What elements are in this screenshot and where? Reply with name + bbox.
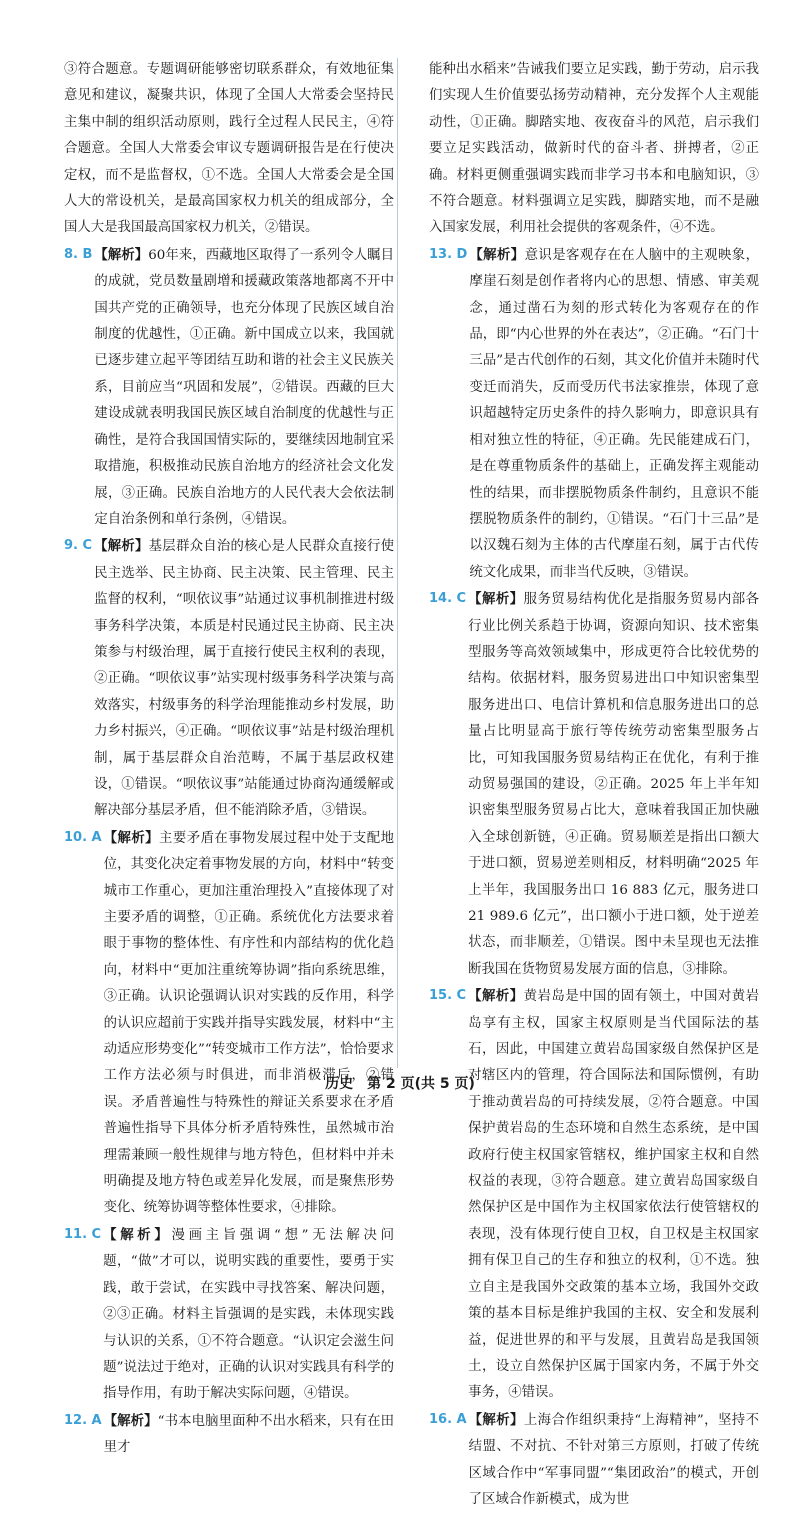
answer-16-text: 上海合作组织秉持“上海精神”，坚持不结盟、不对抗、不针对第三方原则，打破了传统区域合作中“军事同盟”“集团政治”的模式，开创了区域合作新模式，成为世	[468, 1412, 759, 1507]
analysis-tag: 【解析】	[468, 988, 524, 1005]
answer-10-body	[104, 825, 394, 1222]
analysis-tag: 【解析】	[94, 538, 149, 555]
question-number-8: 8. B	[64, 246, 93, 262]
answer-12-continuation: 能种出水稻来”告诫我们要立足实践，勤于劳动，启示我们实现人生价值要弘扬劳动精神，充分发挥个人主观能动性，①正确。脚踏实地、夜夜奋斗的风范，启示我们要立足实践活动，做新时代的奋斗者、拼搏者，②正确。材料更侧重强调实践而非学习书本和电脑知识，③不符合题意。材料强调立足实践，脚踏实地，而不是融入国家发展，利用社会提供的客观条件，④不选。	[429, 62, 759, 236]
analysis-tag: 【解析】	[468, 591, 524, 608]
answer-15-body	[468, 983, 759, 1407]
answer-9	[64, 533, 394, 824]
answer-8	[64, 242, 394, 533]
answer-8-text: 60年来，西藏地区取得了一系列令人瞩目的成就，党员数量剧增和援藏政策落地都离不开中国共产党的正确领导，也充分体现了民族区域自治制度的优越性，①正确。新中国成立以来，我国就已逐步建立起平等团结互助和谐的社会主义民族关系，目前应当“巩固和发展”，②错误。西藏的巨大建设成就表明我国民族区域自治制度的优越性与正确性，是符合我国国情实际的，要继续因地制宜采取措施，积极推动民族自治地方的经济社会文化发展，③正确。民族自治地方的人民代表大会依法制定自治条例和单行条例，④错误。	[94, 247, 395, 527]
analysis-tag: 【解析】	[103, 829, 160, 846]
answer-13-body	[469, 242, 759, 586]
analysis-tag: 【解析】	[103, 1226, 172, 1243]
analysis-tag: 【解析】	[469, 246, 525, 263]
answer-10	[64, 825, 394, 1222]
answer-11-body	[103, 1222, 394, 1408]
page-footer: 历史 第 2 页(共 5 页)	[325, 1076, 475, 1092]
left-column	[64, 57, 394, 1462]
analysis-tag: 【解析】	[468, 1411, 524, 1428]
question-number-10: 10. A	[64, 829, 102, 845]
answer-12-body	[104, 1408, 394, 1462]
answer-10-text: 主要矛盾在事物发展过程中处于支配地位，其变化决定着事物发展的方向，材料中“转变城市工作重心，更加注重治理投入”直接体现了对主要矛盾的调整，①正确。系统优化方法要求着眼于事物的整体性、有序性和内部结构的优化趋向，材料中“更加注重统筹协调”指向系统思维，③正确。认识论强调认识对实践的反作用，科学的认识应超前于实践并指导实践发展，材料中“主动适应形势变化”“转变城市工作方法”，恰恰要求工作方法必须与时俱进，而非消极滞后，②错误。矛盾普遍性与特殊性的辩证关系要求在矛盾普遍性指导下具体分析矛盾特殊性，虽然城市治理需兼顾一般性规律与地方特色，但材料中并未明确提及地方特色或差异化发展，而是聚焦形势变化、统筹协调等整体性要求，④排除。	[103, 830, 395, 1216]
question-number-14: 14. C	[429, 591, 467, 607]
answer-9-body	[94, 533, 394, 824]
answer-7-continuation: ③符合题意。专题调研能够密切联系群众，有效地征集意见和建议，凝聚共识，体现了全国人大常委会坚持民主集中制的组织活动原则，践行全过程人民民主，④符合题意。全国人大常委会审议专题调研报告是在行使决定权，而不是监督权，①不选。全国人大常委会是全国人大的常设机关，是最高国家权力机关的组成部分，全国人大是我国最高国家权力机关，②错误。	[64, 62, 394, 236]
answer-14-text: 服务贸易结构优化是指服务贸易内部各行业比例关系趋于协调，资源向知识、技术密集型服务等高效领域集中，形成更符合比较优势的结构。依据材料，服务贸易进出口中知识密集型服务进出口、电信计算机和信息服务进出口的总量占比明显高于旅行等传统劳动密集型服务占比，可知我国服务贸易结构正在优化，有利于推动贸易强国的建设，②正确。2025 年上半年知识密集型服务贸易占比大，意味着我国正加快融入全球创新链，④正确。贸易顺差是指出口额大于进口额，贸易逆差则相反，材料明确“2025 年上半年，我国服务出口 16 883 亿元，服务进口 21 989.6 亿元”，出口额小于进口额，处于逆差状态，而非顺差，①错误。图中未呈现也无法推断我国在货物贸易发展方面的信息，③排除。	[468, 592, 759, 977]
answer-14	[429, 586, 759, 983]
question-number-15: 15. C	[429, 988, 467, 1004]
answer-8-body	[94, 242, 394, 533]
answer-11	[64, 1222, 394, 1408]
answer-14-body	[468, 586, 759, 983]
analysis-tag: 【解析】	[94, 246, 149, 263]
answer-12	[64, 1408, 394, 1462]
right-column	[429, 57, 759, 1513]
answer-16-body	[469, 1407, 759, 1513]
answer-15-text: 黄岩岛是中国的固有领土，中国对黄岩岛享有主权，国家主权原则是当代国际法的基石，因此，中国建立黄岩岛国家级自然保护区是对辖区内的管理，符合国际法和国际惯例，有助于推动黄岩岛的可持续发展，②符合题意。中国保护黄岩岛的生态环境和自然生态系统，是中国政府行使主权国家管辖权，维护国家主权和自然权益的表现，③符合题意。建立黄岩岛国家级自然保护区是中国作为主权国家依法行使管辖权的表现，没有体现行使自卫权，自卫权是主权国家拥有保卫自己的生存和独立的权利，①不选。独立自主是我国外交政策的基本立场，我国外交政策的基本目标是维护我国的主权、安全和发展利益，促进世界的和平与发展，且黄岩岛是我国领土，设立自然保护区属于国家内务，不属于外交事务，④错误。	[468, 989, 759, 1401]
answer-13	[429, 242, 759, 586]
answer-15	[429, 983, 759, 1407]
question-number-13: 13. D	[429, 246, 468, 262]
answer-9-text: 基层群众自治的核心是人民群众直接行使民主选举、民主协商、民主决策、民主管理、民主监督的权利，“呗依议事”站通过议事机制推进村级事务科学决策，本质是村民通过民主协商、民主决策参与村级治理，属于直接行使民主权利的表现，②正确。“呗依议事”站实现村级事务科学决策与高效落实，村级事务的科学治理能推动乡村发展，助力乡村振兴，④正确。“呗依议事”站是村级治理机制，属于基层群众自治范畴，不属于基层政权建设，①错误。“呗依议事”站能通过协商沟通缓解或解决部分基层矛盾，但不能消除矛盾，③错误。	[94, 539, 395, 819]
question-number-16: 16. A	[429, 1411, 467, 1427]
question-number-9: 9. C	[64, 538, 93, 554]
answer-11-text: 漫画主旨强调“想”无法解决问题，“做”才可以，说明实践的重要性，要勇于实践，敢于尝试，在实践中寻找答案、解决问题，②③正确。材料主旨强调的是实践，未体现实践与认识的关系，①不符合题意。“认识定会滋生问题”说法过于绝对，正确的认识对实践具有科学的指导作用，有助于解决实际问题，④错误。	[103, 1227, 394, 1402]
answer-12-text: “书本电脑里面种不出水稻来，只有在田里才	[103, 1413, 394, 1456]
question-number-12: 12. A	[64, 1412, 102, 1428]
analysis-tag: 【解析】	[103, 1412, 158, 1429]
answer-13-text: 意识是客观存在在人脑中的主观映象，摩崖石刻是创作者将内心的思想、情感、审美观念，通过凿石为刻的形式转化为客观存在的作品，即“内心世界的外在表达”，②正确。“石门十三品”是古代创作的石刻，其文化价值并未随时代变迁而消失，反而受历代书法家推崇，体现了意识超越特定历史条件的持久影响力，即意识具有相对独立性的特征，④正确。先民能建成石门，是在尊重物质条件的基础上，正确发挥主观能动性的结果，而非摆脱物质条件制约，且意识不能摆脱物质条件的制约，①错误。“石门十三品”是以汉魏石刻为主体的古代摩崖石刻，属于古代传统文化成果，而非当代反映，③错误。	[469, 247, 759, 580]
column-divider	[397, 58, 398, 1068]
question-number-11: 11. C	[64, 1226, 102, 1242]
answer-16	[429, 1407, 759, 1513]
